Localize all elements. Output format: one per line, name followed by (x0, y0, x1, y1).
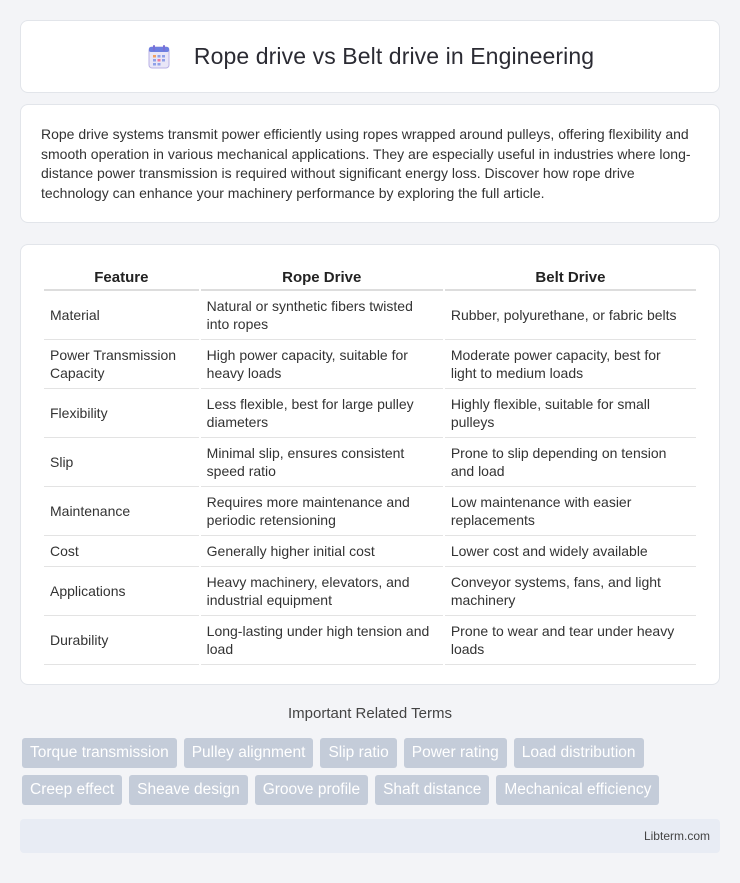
cell-rope: Natural or synthetic fibers twisted into ropes (201, 291, 443, 340)
cell-belt: Conveyor systems, fans, and light machinery (445, 567, 696, 616)
cell-rope: Less flexible, best for large pulley diameters (201, 389, 443, 438)
tag-power-rating[interactable]: Power rating (404, 738, 507, 768)
comparison-table (42, 265, 698, 665)
tag-row (22, 738, 722, 768)
tag-creep-effect[interactable]: Creep effect (22, 775, 122, 805)
table-header-row (44, 265, 696, 291)
cell-rope: Requires more maintenance and periodic retensioning (201, 487, 443, 536)
table-row (44, 291, 696, 340)
table-row (44, 536, 696, 567)
tag-load-distribution[interactable]: Load distribution (514, 738, 644, 768)
cell-feature: Applications (44, 567, 199, 616)
cell-rope: Heavy machinery, elevators, and industrial equipment (201, 567, 443, 616)
cell-belt: Highly flexible, suitable for small pulleys (445, 389, 696, 438)
cell-feature: Slip (44, 438, 199, 487)
tag-sheave-design[interactable]: Sheave design (129, 775, 248, 805)
cell-feature: Durability (44, 616, 199, 665)
table-row (44, 438, 696, 487)
footer-site-link[interactable]: Libterm.com (643, 829, 710, 843)
table-row (44, 487, 696, 536)
document-icon (146, 44, 172, 70)
tag-slip-ratio[interactable]: Slip ratio (320, 738, 396, 768)
table-row (44, 389, 696, 438)
cell-rope: High power capacity, suitable for heavy loads (201, 340, 443, 389)
footer (20, 819, 720, 853)
tag-mechanical-efficiency[interactable]: Mechanical efficiency (496, 775, 659, 805)
header-belt-drive: Belt Drive (445, 265, 696, 291)
cell-feature: Power Transmission Capacity (44, 340, 199, 389)
cell-feature: Flexibility (44, 389, 199, 438)
intro-text: Rope drive systems transmit power efficiently using ropes wrapped around pulleys, offering flexibility and smooth operation in various mechanical applications. They are especially useful in industries where long-distance power transmission is required without significant energy loss. Discover how rope drive technology can enhance your machinery performance by exploring the full article. (41, 126, 691, 201)
cell-feature: Maintenance (44, 487, 199, 536)
related-terms-title: Important Related Terms (288, 705, 452, 722)
cell-belt: Moderate power capacity, best for light to medium loads (445, 340, 696, 389)
tag-row (22, 775, 722, 805)
tag-shaft-distance[interactable]: Shaft distance (375, 775, 489, 805)
page-title: Rope drive vs Belt drive in Engineering (193, 43, 595, 69)
cell-rope: Long-lasting under high tension and load (201, 616, 443, 665)
table-row (44, 567, 696, 616)
related-terms-list (22, 738, 722, 812)
cell-rope: Minimal slip, ensures consistent speed ratio (201, 438, 443, 487)
cell-belt: Prone to wear and tear under heavy loads (445, 616, 696, 665)
cell-rope: Generally higher initial cost (201, 536, 443, 567)
header-feature: Feature (44, 265, 199, 291)
tag-pulley-alignment[interactable]: Pulley alignment (184, 738, 314, 768)
table-row (44, 340, 696, 389)
tag-groove-profile[interactable]: Groove profile (255, 775, 368, 805)
tag-torque-transmission[interactable]: Torque transmission (22, 738, 177, 768)
cell-belt: Low maintenance with easier replacements (445, 487, 696, 536)
cell-feature: Cost (44, 536, 199, 567)
header-rope-drive: Rope Drive (201, 265, 443, 291)
comparison-table-card (20, 244, 720, 685)
cell-belt: Lower cost and widely available (445, 536, 696, 567)
cell-belt: Rubber, polyurethane, or fabric belts (445, 291, 696, 340)
intro-card (20, 104, 720, 223)
cell-belt: Prone to slip depending on tension and load (445, 438, 696, 487)
table-row (44, 616, 696, 665)
cell-feature: Material (44, 291, 199, 340)
title-card (20, 20, 720, 93)
